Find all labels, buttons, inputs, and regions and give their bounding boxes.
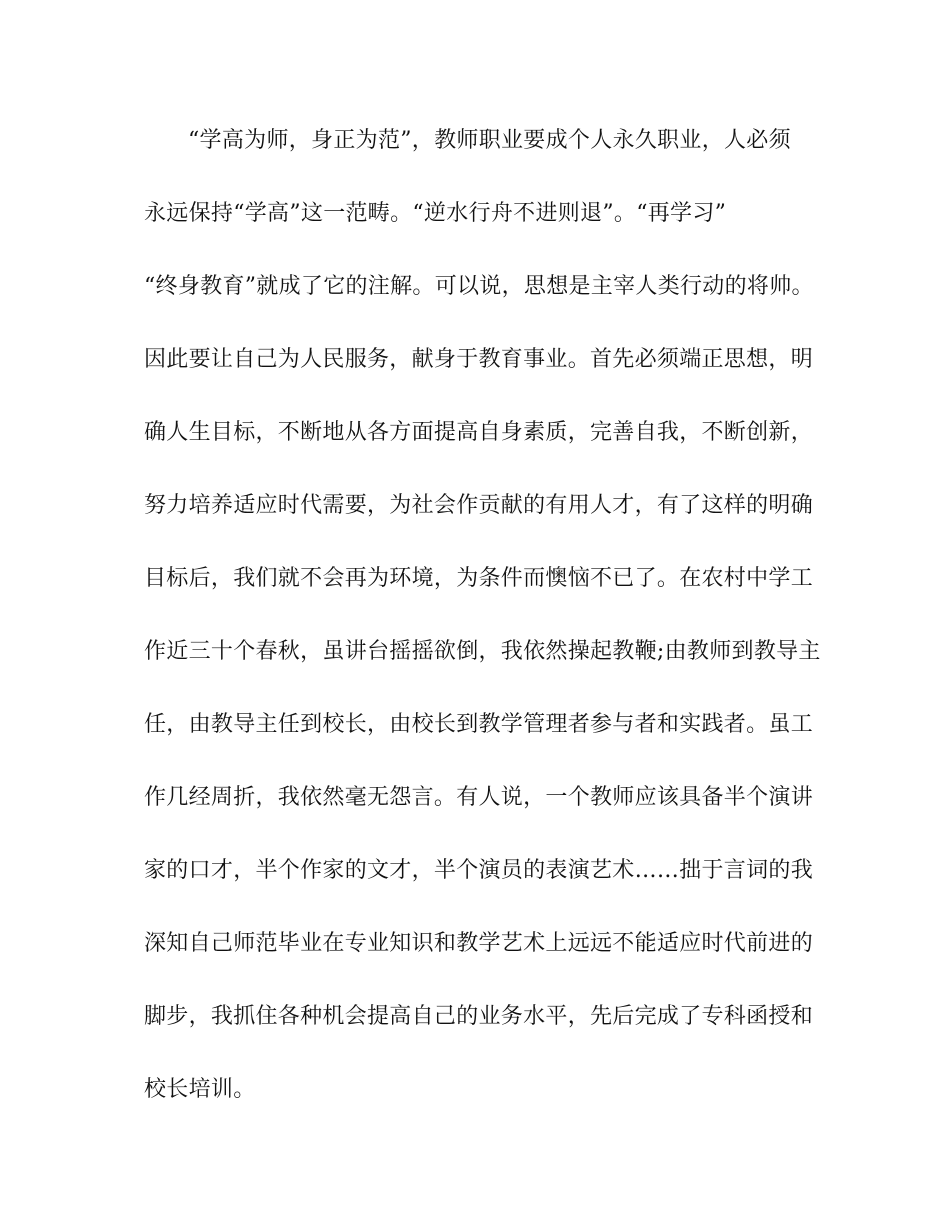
paragraph-line: 确人生目标，不断地从各方面提高自身素质，完善自我，不断创新， xyxy=(144,420,814,445)
paragraph-line: 作几经周折，我依然毫无怨言。有人说，一个教师应该具备半个演讲 xyxy=(144,785,814,810)
paragraph-line: 因此要让自己为人民服务，献身于教育事业。首先必须端正思想，明 xyxy=(144,347,814,372)
paragraph-line: 作近三十个春秋，虽讲台摇摇欲倒，我依然操起教鞭;由教师到教导主 xyxy=(144,639,821,664)
paragraph-line: 校长培训。 xyxy=(144,1077,256,1102)
paragraph-line: 家的口才，半个作家的文才，半个演员的表演艺术……拙于言词的我 xyxy=(144,858,814,883)
paragraph-line: 努力培养适应时代需要，为社会作贡献的有用人才，有了这样的明确 xyxy=(144,493,814,518)
paragraph-line: “学高为师，身正为范”，教师职业要成个人永久职业，人必须 xyxy=(188,128,791,153)
body-paragraph xyxy=(144,117,821,1139)
paragraph-line: 脚步，我抓住各种机会提高自己的业务水平，先后完成了专科函授和 xyxy=(144,1004,814,1029)
paragraph-line: 任，由教导主任到校长，由校长到教学管理者参与者和实践者。虽工 xyxy=(144,712,814,737)
paragraph-line: 深知自己师范毕业在专业知识和教学艺术上远远不能适应时代前进的 xyxy=(144,931,814,956)
paragraph-line: “终身教育”就成了它的注解。可以说，思想是主宰人类行动的将帅。 xyxy=(144,274,814,299)
paragraph-line: 目标后，我们就不会再为环境，为条件而懊恼不已了。在农村中学工 xyxy=(144,566,814,591)
paragraph-line: 永远保持“学高”这一范畴。“逆水行舟不进则退”。“再学习” xyxy=(144,201,727,226)
